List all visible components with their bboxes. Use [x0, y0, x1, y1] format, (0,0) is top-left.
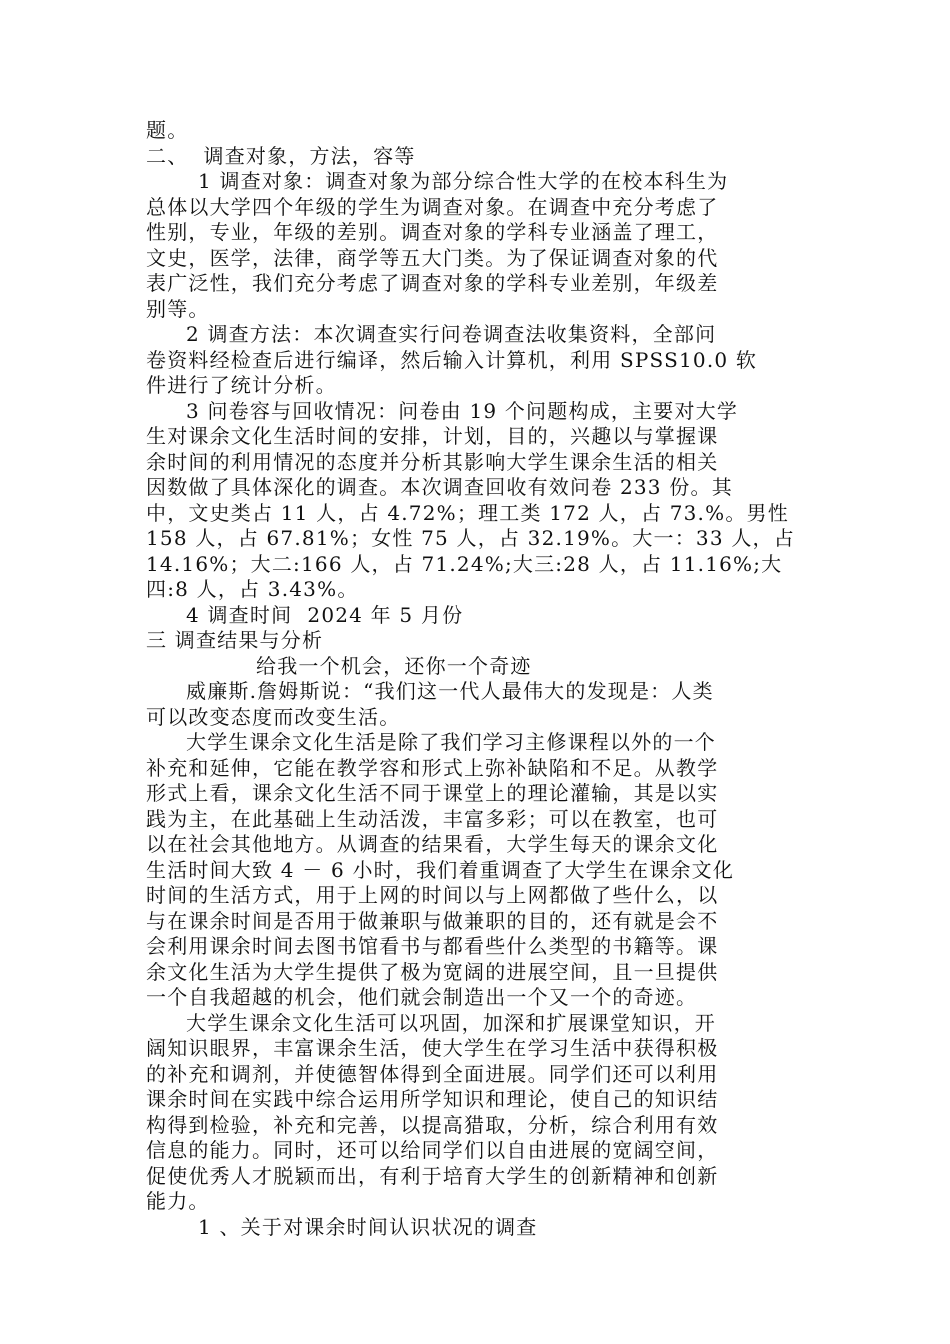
text-line: 能力。 — [146, 1189, 210, 1213]
text-line: 大学生课余文化生活可以巩固，加深和扩展课堂知识，开 — [186, 1010, 716, 1035]
text-line: 题。 — [146, 118, 189, 142]
text-line: 阔知识眼界，丰富课余生活，使大学生在学习生活中获得积极 — [146, 1036, 719, 1060]
text-line: 总体以大学四个年级的学生为调查对象。在调查中充分考虑了 — [146, 194, 719, 219]
text-line: 形式上看，课余文化生活不同于课堂上的理论灌输，其是以实 — [146, 781, 719, 805]
text-line: 三 调查结果与分析 — [146, 628, 324, 652]
text-line: 1 、关于对课余时间认识状况的调查 — [198, 1214, 538, 1239]
text-line: 余时间的利用情况的态度并分析其影响大学生课余生活的相关 — [146, 449, 719, 474]
text-line: 以在社会其他地方。从调查的结果看，大学生每天的课余文化 — [146, 832, 719, 856]
text-line: 卷资料经检查后进行编译，然后输入计算机，利用 SPSS10.0 软 — [146, 347, 758, 372]
text-line: 补充和延伸，它能在教学容和形式上弥补缺陷和不足。从教学 — [146, 755, 719, 780]
text-line: 与在课余时间是否用于做兼职与做兼职的目的，还有就是会不 — [146, 908, 719, 933]
text-line: 1 调查对象：调查对象为部分综合性大学的在校本科生为 — [198, 169, 729, 193]
text-line: 威廉斯.詹姆斯说：“我们这一代人最伟大的发现是：人类 — [186, 679, 714, 703]
text-line: 14.16%；大二:166 人，占 71.24%;大三:28 人，占 11.16%;大 — [146, 551, 783, 576]
text-line: 促使优秀人才脱颖而出，有利于培育大学生的创新精神和创新 — [146, 1163, 719, 1188]
text-line: 的补充和调剂，并使德智体得到全面进展。同学们还可以利用 — [146, 1061, 719, 1086]
text-line: 中，文史类占 11 人，占 4.72%；理工类 172 人，占 73.%。男性 — [146, 500, 789, 525]
text-line: 践为主，在此基础上生动活泼，丰富多彩；可以在教室，也可 — [146, 806, 719, 831]
text-line: 二、 调查对象，方法，容等 — [146, 143, 416, 168]
text-line: 可以改变态度而改变生活。 — [146, 704, 401, 729]
text-line: 158 人，占 67.81%；女性 75 人，占 32.19%。大一：33 人，占 — [146, 526, 795, 550]
text-line: 构得到检验，补充和完善，以提高猎取，分析，综合利用有效 — [146, 1112, 719, 1137]
text-line: 一个自我超越的机会，他们就会制造出一个又一个的奇迹。 — [146, 985, 698, 1009]
text-line: 余文化生活为大学生提供了极为宽阔的进展空间，且一旦提供 — [146, 959, 719, 984]
text-line: 生对课余文化生活时间的安排，计划，目的，兴趣以与掌握课 — [146, 424, 719, 448]
text-line: 别等。 — [146, 296, 210, 321]
text-line: 四:8 人，占 3.43%。 — [146, 577, 359, 601]
text-line: 3 问卷容与回收情况：问卷由 19 个问题构成，主要对大学 — [186, 398, 739, 423]
text-line: 给我一个机会，还你一个奇迹 — [256, 653, 532, 678]
text-line: 因数做了具体深化的调查。本次调查回收有效问卷 233 份。其 — [146, 475, 733, 499]
text-line: 大学生课余文化生活是除了我们学习主修课程以外的一个 — [186, 730, 716, 754]
text-line: 表广泛性，我们充分考虑了调查对象的学科专业差别，年级差 — [146, 271, 719, 295]
text-line: 2 调查方法：本次调查实行问卷调查法收集资料，全部问 — [186, 322, 717, 346]
text-line: 信息的能力。同时，还可以给同学们以自由进展的宽阔空间， — [146, 1138, 719, 1162]
text-line: 生活时间大致 4 － 6 小时，我们着重调查了大学生在课余文化 — [146, 857, 735, 882]
text-line: 性别，专业，年级的差别。调查对象的学科专业涵盖了理工， — [146, 220, 719, 244]
text-line: 会利用课余时间去图书馆看书与都看些什么类型的书籍等。课 — [146, 934, 719, 958]
text-line: 件进行了统计分析。 — [146, 373, 337, 397]
text-line: 课余时间在实践中综合运用所学知识和理论，使自己的知识结 — [146, 1087, 719, 1111]
document-page — [146, 118, 816, 1240]
text-line: 4 调查时间 2024 年 5 月份 — [186, 602, 464, 627]
text-line: 文史，医学，法律，商学等五大门类。为了保证调查对象的代 — [146, 245, 719, 270]
text-line: 时间的生活方式，用于上网的时间以与上网都做了些什么，以 — [146, 883, 719, 907]
